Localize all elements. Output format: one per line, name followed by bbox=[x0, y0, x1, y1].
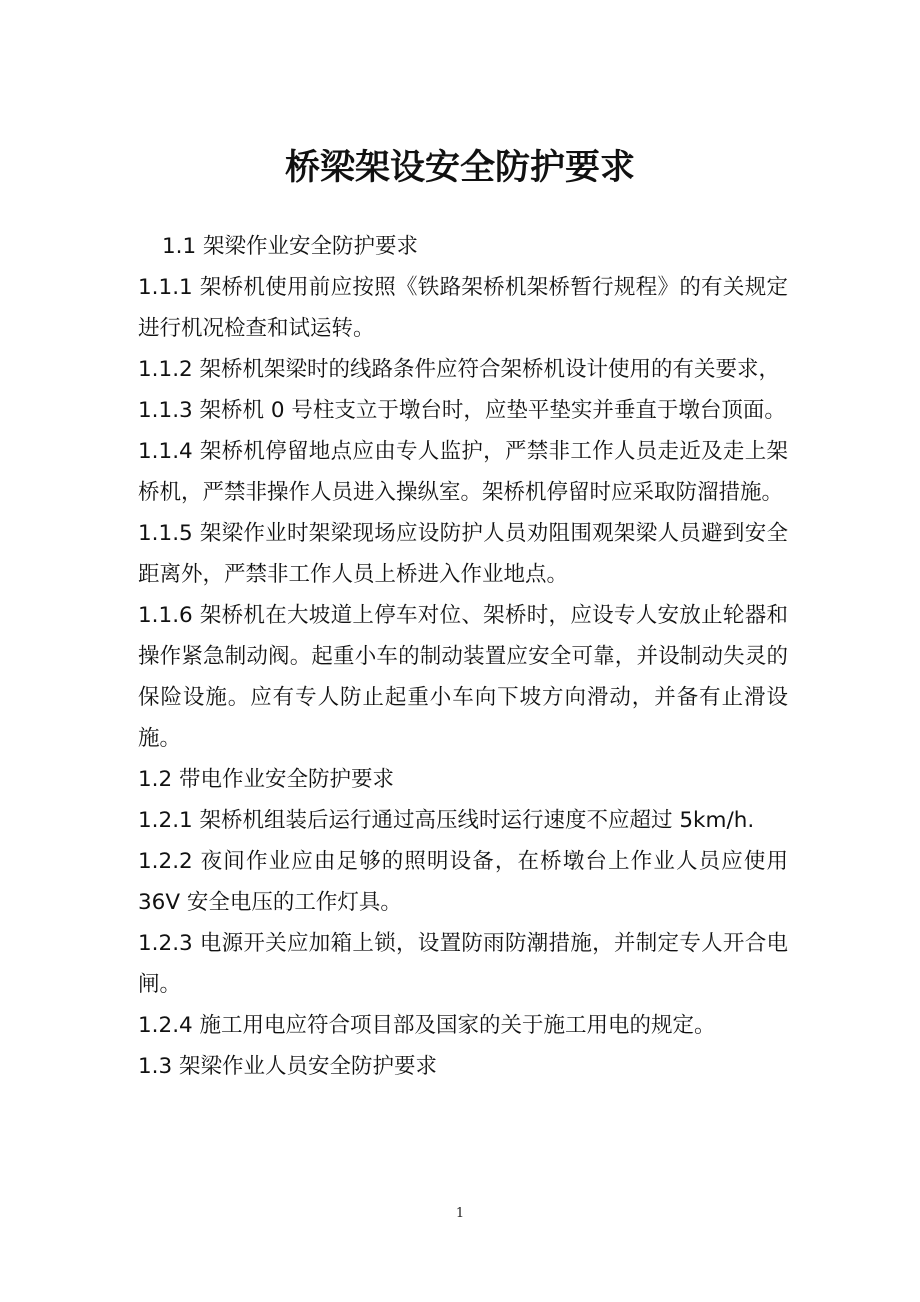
paragraph-1-1-3: 1.1.3 架桥机 0 号柱支立于墩台时，应垫平垫实并垂直于墩台顶面。 bbox=[138, 398, 786, 423]
paragraph-1-1-5: 1.1.5 架梁作业时架梁现场应设防护人员劝阻围观架梁人员避到安全距离外，严禁非工作人员上桥进入作业地点。 bbox=[138, 521, 788, 587]
paragraph-1-2-3: 1.2.3 电源开关应加箱上锁，设置防雨防潮措施，并制定专人开合电闸。 bbox=[138, 931, 788, 997]
paragraph-1-1-6: 1.1.6 架桥机在大坡道上停车对位、架桥时，应设专人安放止轮器和操作紧急制动阀。起重小车的制动装置应安全可靠，并设制动失灵的保险设施。应有专人防止起重小车向下坡方向滑动，并备有止滑设施。 bbox=[138, 603, 788, 751]
paragraph-1-1-4: 1.1.4 架桥机停留地点应由专人监护，严禁非工作人员走近及走上架桥机，严禁非操作人员进入操纵室。架桥机停留时应采取防溜措施。 bbox=[138, 439, 788, 505]
paragraph-1-1-1: 1.1.1 架桥机使用前应按照《铁路架桥机架桥暂行规程》的有关规定进行机况检查和试运转。 bbox=[138, 275, 788, 341]
paragraph-1-2-2: 1.2.2 夜间作业应由足够的照明设备，在桥墩台上作业人员应使用 36V 安全电压的工作灯具。 bbox=[138, 849, 788, 915]
paragraph-1-1-2: 1.1.2 架桥机架梁时的线路条件应符合架桥机设计使用的有关要求， bbox=[138, 357, 781, 382]
section-heading-1-1: 1.1 架梁作业安全防护要求 bbox=[162, 234, 419, 259]
document-body bbox=[138, 226, 788, 1087]
paragraph-1-2-4: 1.2.4 施工用电应符合项目部及国家的关于施工用电的规定。 bbox=[138, 1013, 716, 1038]
paragraph-1-2-1: 1.2.1 架桥机组装后运行通过高压线时运行速度不应超过 5km/h. bbox=[138, 808, 755, 833]
section-heading-1-2: 1.2 带电作业安全防护要求 bbox=[138, 767, 395, 792]
page-number: 1 bbox=[455, 1206, 465, 1221]
section-heading-1-3: 1.3 架梁作业人员安全防护要求 bbox=[138, 1054, 438, 1079]
document-title: 桥梁架设安全防护要求 bbox=[284, 147, 635, 188]
